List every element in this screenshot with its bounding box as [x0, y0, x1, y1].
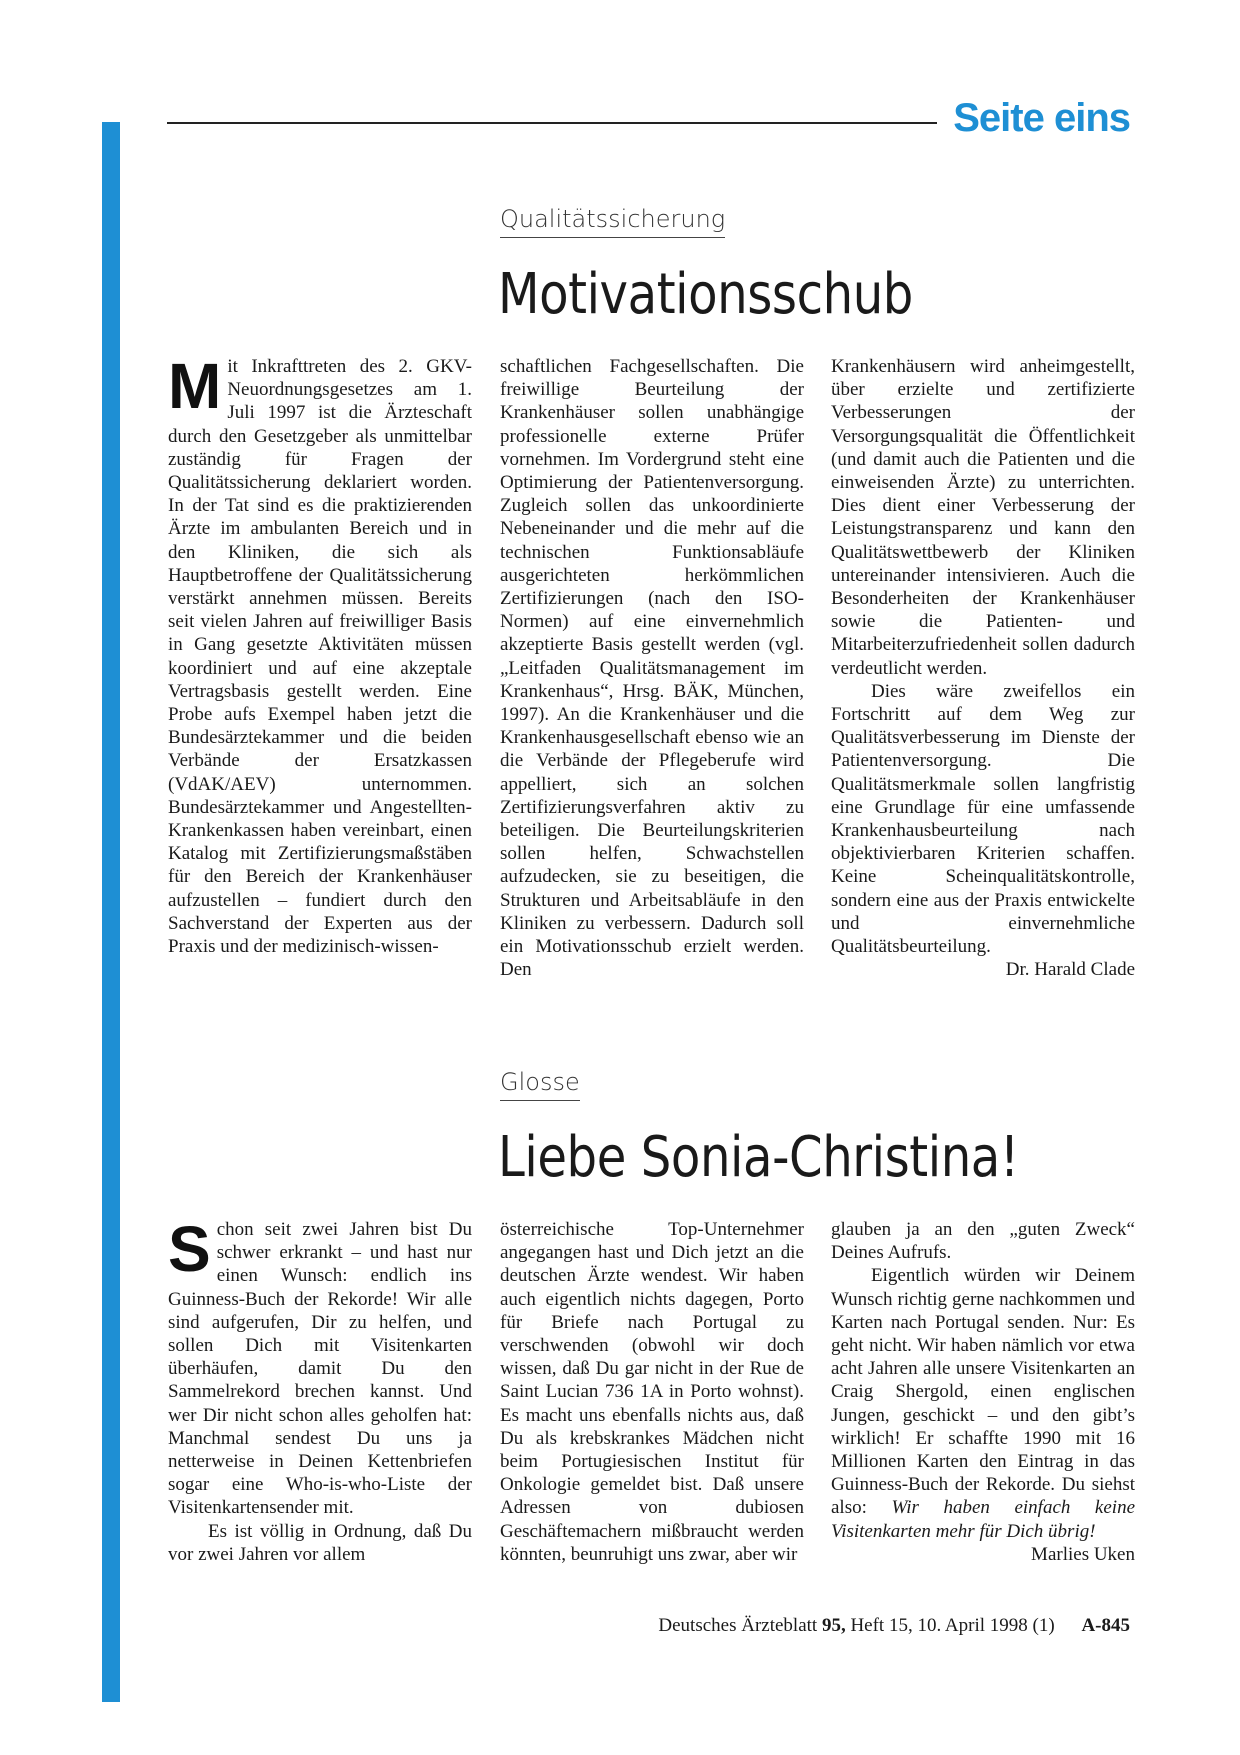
article2-col2-text: österreichische Top-Unternehmer angegangen hast und Dich jetzt an die deutschen Ärzte wendest. Wir haben auch eigentlich nichts dagegen, Porto für Briefe nach Portugal zu verschwenden (obwohl wir doch wissen, daß Du gar nicht in der Rue de Saint Lucian 736 1A in Porto wohnst). Es macht uns ebenfalls nichts aus, daß Du als krebskrankes Mädchen nicht beim Portugiesischen Institut für Onkologie gemeldet bist. Daß unsere Adressen von dubiosen Geschäftemachern mißbraucht werden könnten, beunruhigt uns zwar, aber wir: [500, 1219, 804, 1565]
article1-column-3: [831, 355, 1135, 981]
section-label: Seite eins: [953, 96, 1130, 140]
article1-headline: Motivationsschub: [498, 262, 913, 327]
article2-column-3: [831, 1218, 1135, 1566]
footer-citation: [658, 1615, 1130, 1637]
footer-journal: Deutsches Ärzteblatt: [658, 1615, 818, 1636]
article2-author: Marlies Uken: [1031, 1543, 1135, 1565]
article2-headline: Liebe Sonia-Christina!: [498, 1125, 1019, 1190]
article2-column-2: [500, 1218, 804, 1566]
article1-dropcap: M: [168, 350, 222, 422]
article2-col3-text-2: Eigentlich würden wir Deinem Wunsch richtig gerne nachkommen und Karten nach Portugal senden. Nur: Es geht nicht. Wir haben nämlich vor etwa acht Jahren alle unsere Visitenkarten an Craig Shergold, einen englischen Jungen, geschickt – und den gibt’s wirklich! Er schaffte 1990 mit 16 Millionen Karten den Eintrag in das Guinness-Buch der Rekorde. Du siehst also:: [831, 1265, 1135, 1519]
article1-category: Qualitätssicherung: [500, 205, 725, 238]
article2-col1-text-2: Es ist völlig in Ordnung, daß Du vor zwei Jahren vor allem: [168, 1520, 472, 1565]
footer-volume: 95,: [821, 1615, 846, 1636]
article2-col1-text-1: chon seit zwei Jahren bist Du schwer erkrankt – und hast nur einen Wunsch: endlich ins Guinness-Buch der Rekorde! Wir alle sind aufgerufen, Dir zu helfen, und sollen Dich mit Visitenkarten überhäufen, damit Du den Sammelrekord brechen kannst. Und wer Dir nicht schon alles geholfen hat: Manchmal sendest Du uns ja netterweise in Deinen Kettenbriefen sogar eine Who-is-who-Liste der Visitenkartensender mit.: [168, 1219, 472, 1519]
article1-column-2: [500, 355, 804, 981]
article2-col3-italic: Wir haben einfach keine Visitenkarten mehr für Dich übrig!: [831, 1497, 1136, 1542]
article2-dropcap: S: [168, 1213, 211, 1285]
footer-page-number: A-845: [1081, 1615, 1130, 1636]
article1-col3-text-2: Dies wäre zweifellos ein Fortschritt auf dem Weg zur Qualitätsverbesserung im Dienste der Patientenversorgung. Die Qualitätsmerkmale sollen langfristig eine Grundlage für eine umfassende Krankenhausbeurteilung nach objektivierbaren Kriterien schaffen. Keine Scheinqualitätskontrolle, sondern eine aus der Praxis entwickelte und einvernehmliche Qualitätsbeurteilung.: [831, 680, 1135, 958]
article1-author: Dr. Harald Clade: [1005, 959, 1135, 981]
header-rule: [167, 122, 937, 124]
article1-col3-text-1: Krankenhäusern wird anheimgestellt, über erzielte und zertifizierte Verbesserungen der Versorgungsqualität die Öffentlichkeit (und damit auch die Patienten und die einweisenden Ärzte) zu unterrichten. Dies dient einer Verbesserung der Leistungstransparenz und kann den Qualitätswettbewerb der Kliniken untereinander intensivieren. Auch die Besonderheiten der Krankenhäuser sowie die Patienten- und Mitarbeiterzufriedenheit sollen dadurch verdeutlicht werden.: [831, 356, 1135, 679]
article1-col2-text: schaftlichen Fachgesellschaften. Die freiwillige Beurteilung der Krankenhäuser sollen unabhängige professionelle externe Prüfer vornehmen. Im Vordergrund steht eine Optimierung der Patientenversorgung. Zugleich sollen das unkoordinierte Nebeneinander und die mehr auf die technischen Funktionsabläufe ausgerichteten herkömmlichen Zertifizierungen (nach den ISO-Normen) auf eine einvernehmlich akzeptierte Basis gestellt werden (vgl. „Leitfaden Qualitätsmanagement im Krankenhaus“, Hrsg. BÄK, München, 1997). An die Krankenhäuser und die Krankenhausgesellschaft ebenso wie an die Verbände der Pflegeberufe wird appelliert, sich an solchen Zertifizierungsverfahren aktiv zu beteiligen. Die Beurteilungskriterien sollen helfen, Schwachstellen aufzudecken, sie zu beseitigen, die Strukturen und Arbeitsabläufe in den Kliniken zu verbessern. Dadurch soll ein Motivationsschub erzielt werden. Den: [500, 356, 804, 981]
footer-issue: Heft 15, 10. April 1998 (1): [850, 1615, 1055, 1636]
article1-column-1: [168, 350, 472, 958]
article2-col3-text-1: glauben ja an den „guten Zweck“ Deines Aufrufs.: [831, 1219, 1135, 1264]
article2-category: Glosse: [500, 1068, 580, 1101]
article1-col1-text: it Inkrafttreten des 2. GKV-Neuordnungsgesetzes am 1. Juli 1997 ist die Ärzteschaft durch den Gesetzgeber als unmittelbar zuständig für Fragen der Qualitätssicherung deklariert worden. In der Tat sind es die praktizierenden Ärzte im ambulanten Bereich und in den Kliniken, die sich als Hauptbetroffene der Qualitätssicherung verstärkt annehmen müssen. Bereits seit vielen Jahren auf freiwilliger Basis in Gang gesetzte Aktivitäten müssen koordiniert und auf eine akzeptale Vertragsbasis gestellt werden. Eine Probe aufs Exempel haben jetzt die Bundesärztekammer und die beiden Verbände der Ersatzkassen (VdAK/AEV) unternommen. Bundesärztekammer und Angestellten-Krankenkassen haben vereinbart, einen Katalog mit Zertifizierungsmaßstäben für den Bereich der Krankenhäuser aufzustellen – fundiert durch den Sachverstand der Experten aus der Praxis und der medizinisch-wissen-: [168, 356, 472, 958]
sidebar-accent-bar: [102, 122, 120, 1702]
article2-column-1: [168, 1213, 472, 1566]
